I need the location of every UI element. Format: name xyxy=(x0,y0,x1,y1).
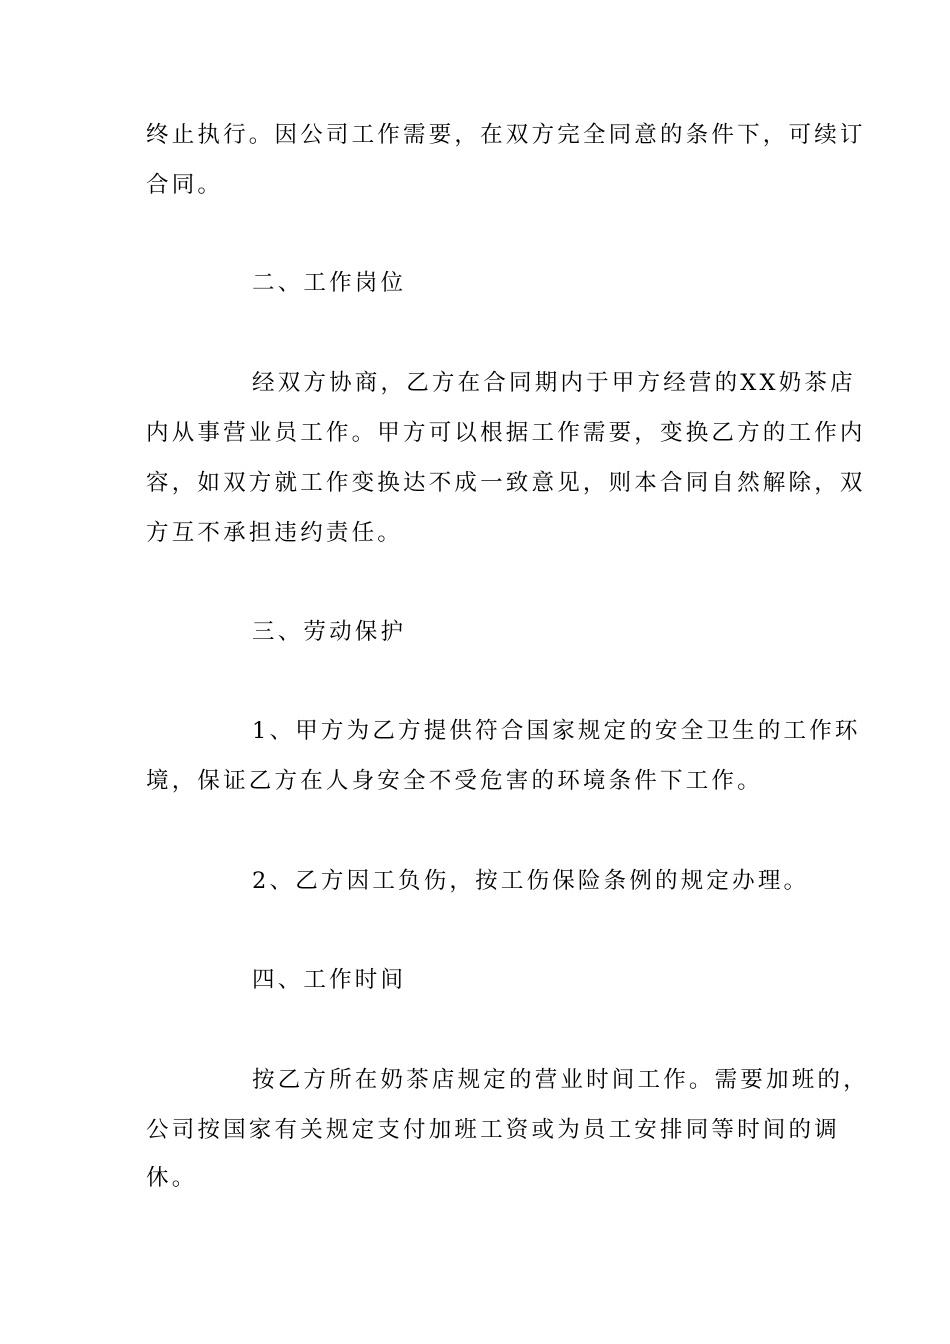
paragraph-line: 经双方协商，乙方在合同期内于甲方经营的XX奶茶店 xyxy=(252,370,856,396)
paragraph-line: 内从事营业员工作。甲方可以根据工作需要，变换乙方的工作内 xyxy=(146,420,866,446)
paragraph-line: 1、甲方为乙方提供符合国家规定的安全卫生的工作环 xyxy=(252,718,861,744)
paragraph-line: 境，保证乙方在人身安全不受危害的环境条件下工作。 xyxy=(146,768,763,794)
section-heading: 二、工作岗位 xyxy=(252,270,407,296)
paragraph-line: 终止执行。因公司工作需要，在双方完全同意的条件下，可续订 xyxy=(146,122,866,148)
paragraph-line: 2、乙方因工负伤，按工伤保险条例的规定办理。 xyxy=(252,868,810,894)
paragraph-line: 方互不承担违约责任。 xyxy=(146,520,404,546)
paragraph-line: 公司按国家有关规定支付加班工资或为员工安排同等时间的调 xyxy=(146,1117,840,1143)
paragraph-line: 容，如双方就工作变换达不成一致意见，则本合同自然解除，双 xyxy=(146,470,866,496)
paragraph-line: 按乙方所在奶茶店规定的营业时间工作。需要加班的， xyxy=(252,1067,869,1093)
section-heading: 三、劳动保护 xyxy=(252,619,407,645)
section-heading: 四、工作时间 xyxy=(252,967,407,993)
paragraph-line: 合同。 xyxy=(146,172,224,198)
paragraph-line: 休。 xyxy=(146,1165,198,1191)
